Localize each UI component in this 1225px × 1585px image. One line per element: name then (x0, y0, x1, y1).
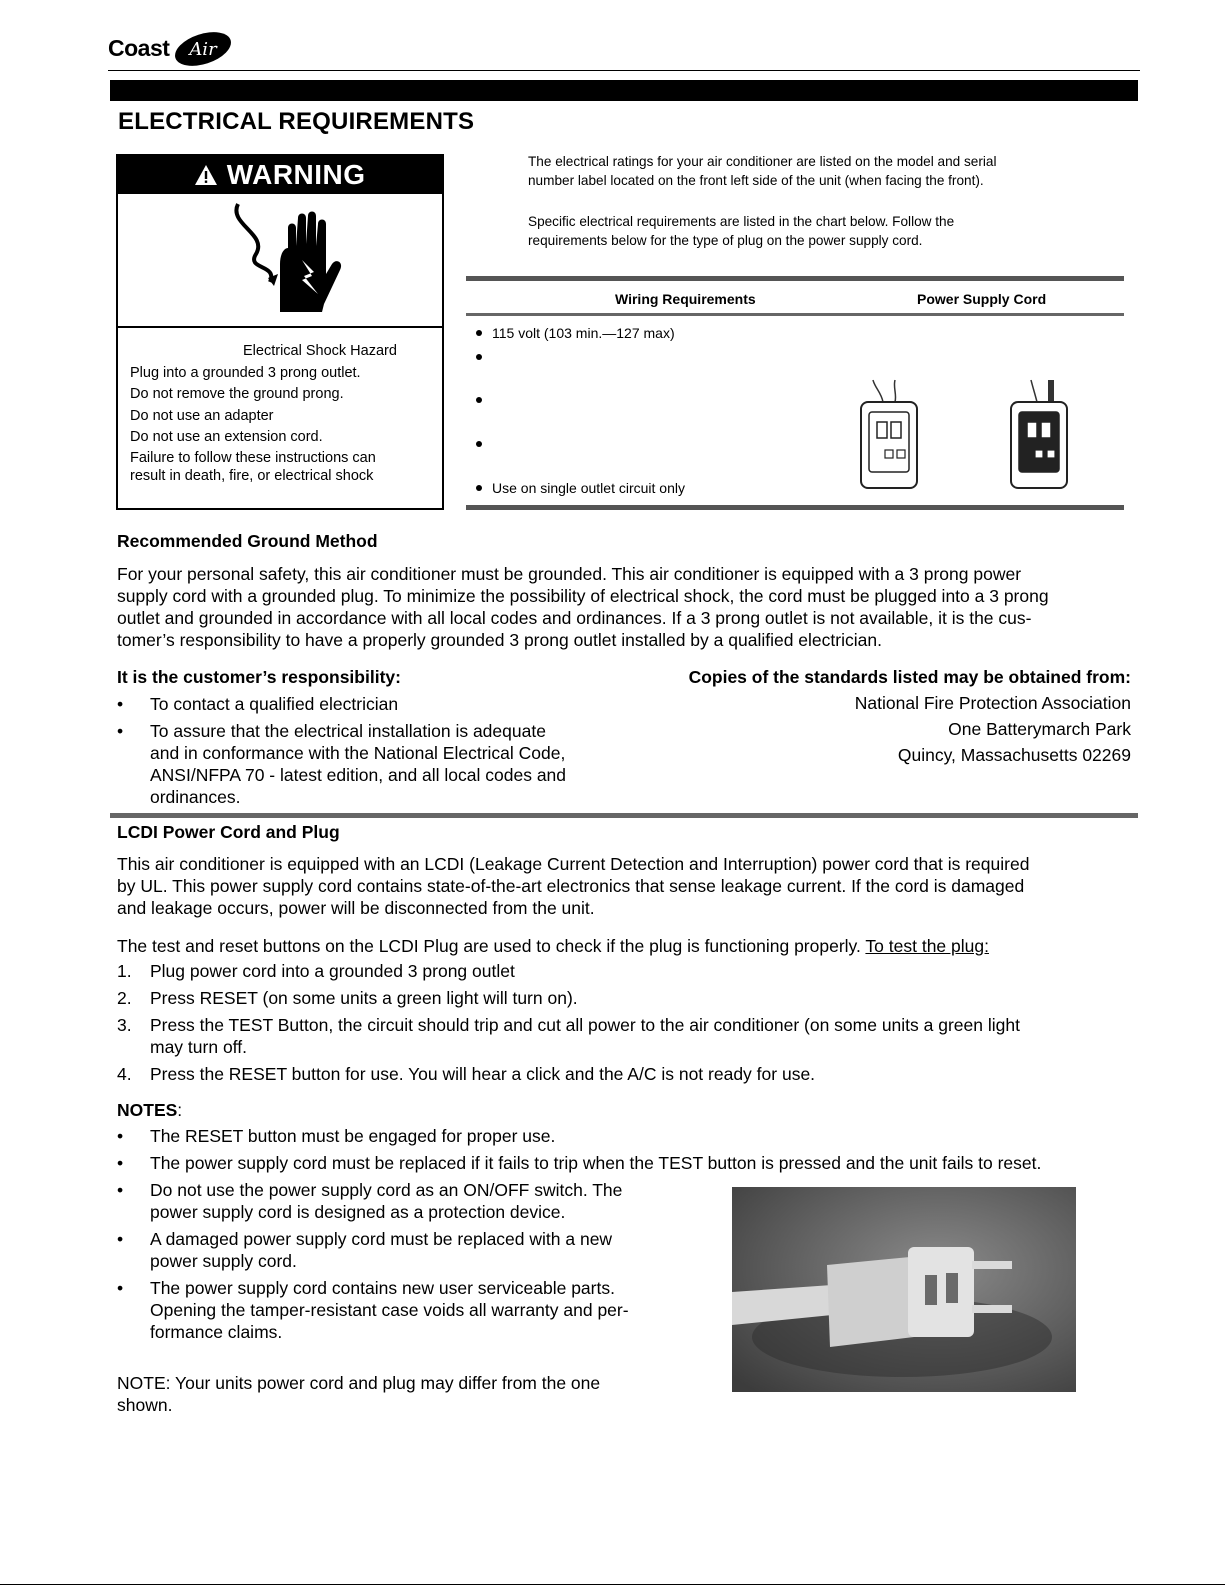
standards-heading: Copies of the standards listed may be obtained from: (688, 667, 1131, 687)
paragraph-line: by UL. This power supply cord contains state-of-the-art electronics that sense leakage current. If the cord is damaged (117, 876, 1025, 896)
list-item: • The RESET button must be engaged for proper use. (117, 1126, 556, 1146)
final-note: NOTE: Your units power cord and plug may differ from the one shown. (117, 1373, 601, 1415)
section-divider (110, 813, 1138, 818)
test-intro: The test and reset buttons on the LCDI Plug are used to check if the plug is functioning properly. To test the plug: (117, 936, 989, 956)
intro-paragraph-1 (528, 152, 1088, 190)
ground-paragraph (117, 563, 1137, 651)
paragraph-line: tomer’s responsibility to have a properly grounded 3 prong outlet installed by a qualified electrician. (117, 630, 882, 650)
list-item: • To contact a qualified electrician (117, 694, 399, 714)
col-header-cord: Power Supply Cord (917, 291, 1047, 307)
list-item: 2. Press RESET (on some units a green light will turn on). (117, 988, 578, 1008)
table-row: 115 volt (103 min.—127 max) (476, 325, 675, 341)
intro-line: requirements below for the type of plug on the power supply cord. (528, 233, 923, 248)
lcdi-paragraph (117, 853, 1137, 919)
test-plug-label: To test the plug: (865, 936, 989, 956)
test-steps (117, 960, 1127, 1090)
hazard-title: Electrical Shock Hazard (243, 343, 397, 359)
lcdi-heading: LCDI Power Cord and Plug (117, 822, 340, 842)
intro-line: The electrical ratings for your air conditioner are listed on the model and serial (528, 154, 997, 169)
intro-line: number label located on the front left side of the unit (when facing the front). (528, 173, 984, 188)
logo-text: Coast (108, 34, 170, 61)
paragraph-line: For your personal safety, this air conditioner must be grounded. This air conditioner is equipped with a 3 prong power (117, 564, 1022, 584)
notes-heading: NOTES: (117, 1100, 183, 1120)
standards-street: One Batterymarch Park (948, 719, 1131, 739)
warning-line: result in death, fire, or electrical shock (130, 467, 374, 484)
standards-city: Quincy, Massachusetts 02269 (897, 745, 1131, 765)
shock-hazard-figure (118, 194, 442, 328)
logo-script: Air (189, 39, 218, 60)
paragraph-line: outlet and grounded in accordance with all local codes and ordinances. If a 3 prong outlet is not available, it is the cus- (117, 608, 1032, 628)
col-header-wiring: Wiring Requirements (615, 291, 756, 307)
list-item: 4. Press the RESET button for use. You will hear a click and the A/C is not ready for use. (117, 1064, 816, 1084)
list-item: • To assure that the electrical installation is adequate and in conformance with the National Electrical Code, ANSI/NFPA 70 - latest edition, and all local codes and ordinances. (117, 721, 567, 807)
plug-front-icon (855, 378, 925, 498)
paragraph-line: This air conditioner is equipped with an LCDI (Leakage Current Detection and Interruption) power cord that is required (117, 854, 1030, 874)
customer-list (117, 693, 637, 813)
lcdi-plug-photo (732, 1187, 1076, 1392)
page-title: ELECTRICAL REQUIREMENTS (118, 108, 475, 135)
list-item: • A damaged power supply cord must be replaced with a new power supply cord. (117, 1229, 613, 1271)
paragraph-line: and leakage occurs, power will be disconnected from the unit. (117, 898, 595, 918)
intro-paragraph-2 (528, 212, 1088, 250)
table-row (476, 436, 492, 452)
table-row: Use on single outlet circuit only (476, 480, 685, 496)
table-bottom-rule (466, 505, 1124, 510)
warning-header (118, 156, 442, 194)
plug-angled-icon (1005, 378, 1075, 498)
standards-org: National Fire Protection Association (854, 693, 1131, 713)
customer-heading: It is the customer’s responsibility: (117, 667, 401, 687)
list-item: • The power supply cord contains new user serviceable parts. Opening the tamper-resistant case voids all warranty and per- formance claims. (117, 1278, 629, 1342)
table-header-rule (466, 313, 1124, 316)
section-bar (110, 80, 1138, 101)
warning-line: Plug into a grounded 3 prong outlet. (130, 364, 361, 381)
warning-triangle-icon (194, 159, 226, 190)
logo-air-mark (171, 28, 235, 68)
table-top-rule (466, 276, 1124, 281)
list-item: • Do not use the power supply cord as an ON/OFF switch. The power supply cord is designed as a protection device. (117, 1180, 623, 1222)
warning-line: Do not use an extension cord. (130, 429, 323, 445)
warning-line: Do not remove the ground prong. (130, 386, 344, 402)
warning-line: Do not use an adapter (130, 407, 274, 424)
electric-shock-hand-icon (118, 194, 442, 324)
brand-logo (108, 26, 235, 70)
warning-label: WARNING (226, 159, 366, 190)
list-item: • The power supply cord must be replaced if it fails to trip when the TEST button is pressed and the unit fails to reset. (117, 1153, 1042, 1173)
list-item: 3. Press the TEST Button, the circuit should trip and cut all power to the air conditioner (on some units a green light may turn off. (117, 1015, 1020, 1057)
intro-line: Specific electrical requirements are listed in the chart below. Follow the (528, 214, 955, 229)
warning-text (130, 341, 430, 485)
table-row (476, 349, 492, 365)
list-item: 1. Plug power cord into a grounded 3 prong outlet (117, 961, 515, 981)
warning-line: Failure to follow these instructions can (130, 449, 376, 466)
table-row (476, 392, 492, 408)
ground-heading: Recommended Ground Method (117, 531, 378, 551)
standards-block (689, 664, 1131, 768)
paragraph-line: supply cord with a grounded plug. To minimize the possibility of electrical shock, the cord must be plugged into a 3 prong (117, 586, 1049, 606)
header-rule (108, 70, 1140, 71)
